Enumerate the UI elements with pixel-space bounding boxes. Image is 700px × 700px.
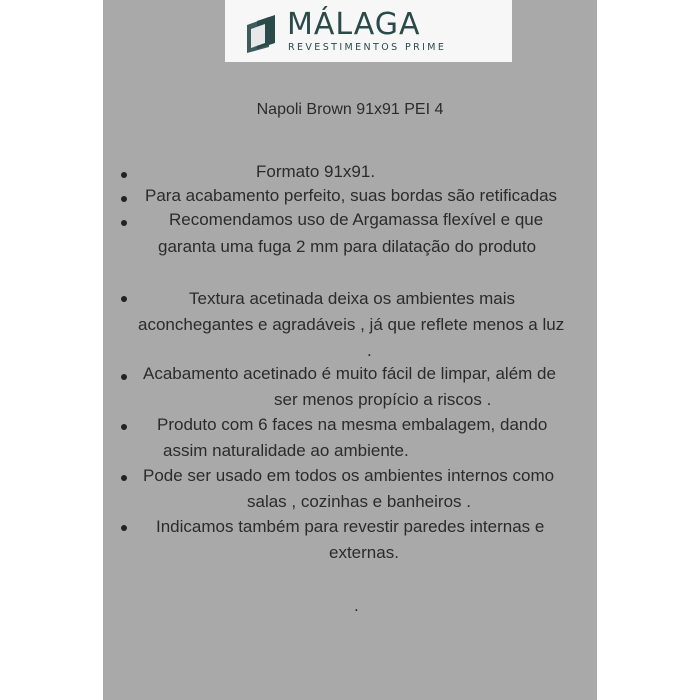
logo-mark-icon [245, 13, 279, 55]
bullet-icon [121, 196, 127, 202]
bullet-8-line-1: Indicamos também para revestir paredes internas e [156, 517, 545, 536]
bullet-1-line-1: Formato 91x91. [256, 162, 376, 181]
bullet-icon [121, 172, 127, 178]
bullet-7-line-2: salas , cozinhas e banheiros . [247, 492, 471, 511]
logo-tagline: REVESTIMENTOS PRIME [288, 42, 447, 53]
logo [225, 0, 512, 62]
bullet-6-line-1: Produto com 6 faces na mesma embalagem, dando [157, 415, 548, 434]
bullet-3-line-1: Recomendamos uso de Argamassa flexível e que [169, 210, 544, 229]
bullet-4-line-3: . [367, 341, 372, 360]
bullet-icon [121, 374, 127, 380]
bullet-2-line-1: Para acabamento perfeito, suas bordas são retificadas [145, 186, 558, 205]
bullet-6-line-2: assim naturalidade ao ambiente. [163, 441, 409, 460]
bullet-3-line-2: garanta uma fuga 2 mm para dilatação do produto [158, 237, 537, 256]
product-title: Napoli Brown 91x91 PEI 4 [256, 101, 444, 118]
bullet-icon [121, 475, 127, 481]
bullet-5-line-2: ser menos propício a riscos . [274, 390, 492, 409]
bullet-icon [121, 525, 127, 531]
bullet-icon [121, 296, 127, 302]
bullet-icon [121, 424, 127, 430]
trailing-dot: . [354, 596, 359, 615]
bullet-7-line-1: Pode ser usado em todos os ambientes internos como [143, 466, 555, 485]
bullet-8-line-2: externas. [329, 543, 399, 562]
bullet-4-line-2: aconchegantes e agradáveis , já que reflete menos a luz [138, 315, 565, 334]
bullet-4-line-1: Textura acetinada deixa os ambientes mais [189, 289, 516, 308]
bullet-5-line-1: Acabamento acetinado é muito fácil de limpar, além de [143, 364, 556, 383]
logo-name: MÁLAGA [287, 7, 421, 42]
bullet-icon [121, 220, 127, 226]
